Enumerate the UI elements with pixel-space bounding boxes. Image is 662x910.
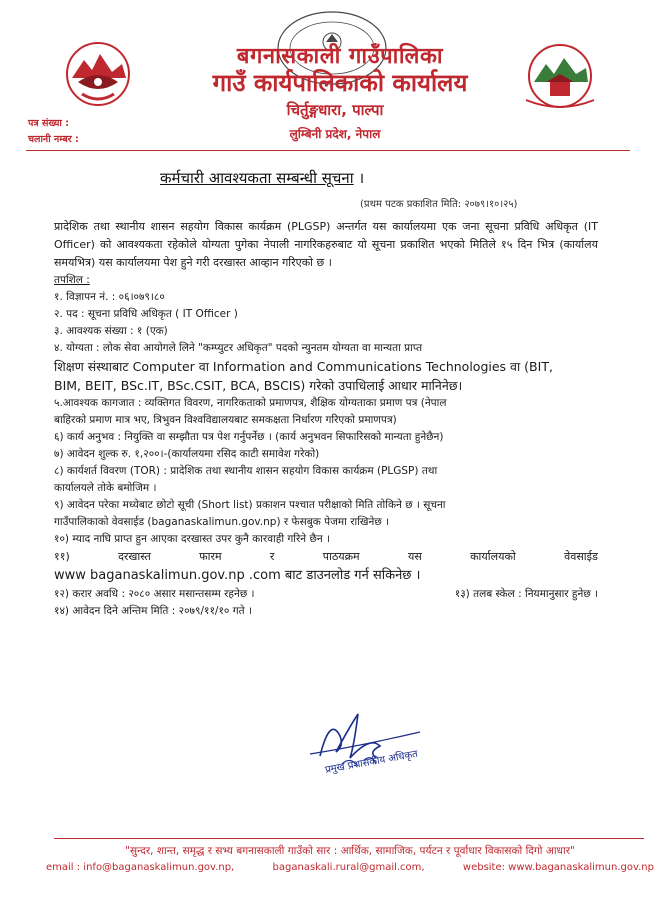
- intro-paragraph: प्रादेशिक तथा स्थानीय शासन सहयोग विकास कार्यक्रम (PLGSP) अन्तर्गत यस कार्यालयमा एक जना सूचना प्रविधि अधिकृत (IT Officer) को आवश्यकता रहेकोले योग्यता पुगेका नेपाली नागरिकहरुबाट यो सूचना प्रकाशित भएको मितिले १५ दिन भित्र (कार्यालय समयभित्र) यस कार्यालयमा पेश हुने गरी दरखास्त आव्हान गरिएको छ ।: [54, 220, 598, 269]
- item-salary-scale: १३) तलब स्केल : नियमानुसार हुनेछ ।: [454, 588, 598, 600]
- item-forms-word: यस: [407, 550, 422, 563]
- item-shortlist-b: गाउँपालिकाको वेवसाईड (baganaskalimun.gov.np) र फेसबुक पेजमा राखिनेछ ।: [54, 516, 390, 528]
- letter-number-label: पत्र संख्या :: [28, 118, 70, 129]
- footer-divider: [54, 838, 644, 839]
- dispatch-number-label: चलानी नम्बर :: [28, 134, 79, 145]
- item-shortlist-a: ९) आवेदन परेका मध्येबाट छोटो सूची (Short list) प्रकाशन पश्चात परीक्षाको मिति तोकिने छ । सूचना: [54, 499, 446, 511]
- item-forms-word: फारम: [199, 550, 222, 563]
- footer-contacts: [46, 862, 654, 873]
- header-divider: [26, 150, 630, 151]
- office-name: गाउँ कार्यपालिकाको कार्यालय: [212, 69, 468, 97]
- item-documents-a: ५.आवश्यक कागजात : व्यक्तिगत विवरण, नागरिकताको प्रमाणपत्र, शैक्षिक योग्यताका प्रमाण पत्र (नेपाल: [54, 397, 447, 409]
- footer-motto: "सुन्दर, शान्त, समृद्ध र सभ्य बगनासकाली गाउँको सार : आर्थिक, सामाजिक, पर्यटन र पूर्वाधार विकासको दिगो आधार": [125, 845, 575, 857]
- publish-date: (प्रथम पटक प्रकाशित मिति: २०७९।१०।२५): [360, 199, 518, 210]
- details-heading: तपशिल :: [54, 274, 90, 286]
- province-name: लुम्बिनी प्रदेश, नेपाल: [289, 127, 381, 141]
- item-tor-a: ८) कार्यशर्त विवरण (TOR) : प्रादेशिक तथा स्थानीय शासन सहयोग विकास कार्यक्रम (PLGSP) तथा: [54, 465, 438, 477]
- item-forms-word: वेवसाईड: [564, 550, 598, 563]
- municipality-logo-icon: [520, 40, 600, 110]
- footer-email-2: baganaskali.rural@gmail.com,: [272, 862, 425, 873]
- item-forms-word: कार्यालयको: [470, 550, 516, 563]
- nepal-emblem-icon: [62, 38, 134, 108]
- footer-email: email : info@baganaskalimun.gov.np,: [46, 862, 235, 873]
- item-tor-b: कार्यालयले तोके बमोजिम ।: [54, 482, 157, 494]
- notice-body: [54, 218, 598, 620]
- item-qualification-a: ४. योग्यता : लोक सेवा आयोगले लिने "कम्प्युटर अधिकृत" पदको न्युनतम योग्यता वा मान्यता प्राप्त: [54, 342, 423, 354]
- item-forms-word: र: [269, 550, 275, 563]
- item-forms-word: ११): [54, 550, 70, 563]
- item-required-number: ३. आवश्यक संख्या : १ (एक): [54, 325, 168, 337]
- item-deadline: १४) आवेदन दिने अन्तिम मिति : २०७९/११/१० गते ।: [54, 605, 252, 617]
- item-forms-line: [54, 548, 598, 566]
- item-forms-word: दरखास्त: [118, 550, 151, 563]
- item-application-fee: ७) आवेदन शुल्क रु. १,२००।-(कार्यालयमा रसिद काटी समावेश गरेको): [54, 448, 320, 460]
- item-documents-b: बाहिरको प्रमाण मात्र भए, त्रिभुवन विश्वविद्यालयबाट समकक्षता निर्धारण गरिएको प्रमाणपत्र): [54, 414, 397, 426]
- office-location: चिर्तुङ्गधारा, पाल्पा: [286, 101, 384, 119]
- footer-website: website: www.baganaskalimun.gov.np: [462, 862, 654, 873]
- item-position: २. पद : सूचना प्रविधि अधिकृत ( IT Officer ): [54, 308, 238, 320]
- notice-title-text: कर्मचारी आवश्यकता सम्बन्धी सूचना: [160, 169, 354, 187]
- signatory-title: प्रमुख प्रशासकीय अधिकृत: [324, 748, 419, 776]
- item-qualification-c: BIM, BEIT, BSc.IT, BSc.CSIT, BCA, BSCIS) गरेको उपाधिलाई आधार मानिनेछ।: [54, 378, 463, 393]
- item-forms-word: पाठयक्रम: [322, 550, 360, 563]
- item-contract-period: १२) करार अवधि : २०८० असार मसान्तसम्म रहनेछ ।: [54, 588, 255, 600]
- municipality-name: बगनासकाली गाउँपालिका: [236, 44, 444, 69]
- item-advertisement-no: १. विज्ञापन नं. : ०६।०७९।८०: [54, 291, 165, 303]
- notice-title: [160, 168, 460, 188]
- item-experience: ६) कार्य अनुभव : नियुक्ति वा सम्झौता पत्र पेश गर्नुपर्नेछ । (कार्य अनुभवन सिफारिसको मान्यता हुनेछैन): [54, 431, 444, 443]
- item-contract-salary-row: [54, 586, 598, 603]
- item-late-applications: १०) म्याद नाघि प्राप्त हुन आएका दरखास्त उपर कुनै कारवाही गरिने छैन ।: [54, 533, 330, 545]
- item-qualification-b: शिक्षण संस्थाबाट Computer वा Information and Communications Technologies वा (BIT,: [54, 359, 553, 374]
- item-forms-website: www baganaskalimun.gov.np .com बाट डाउनलोड गर्न सकिनेछ ।: [54, 568, 421, 583]
- notice-title-suffix: ।: [358, 169, 365, 187]
